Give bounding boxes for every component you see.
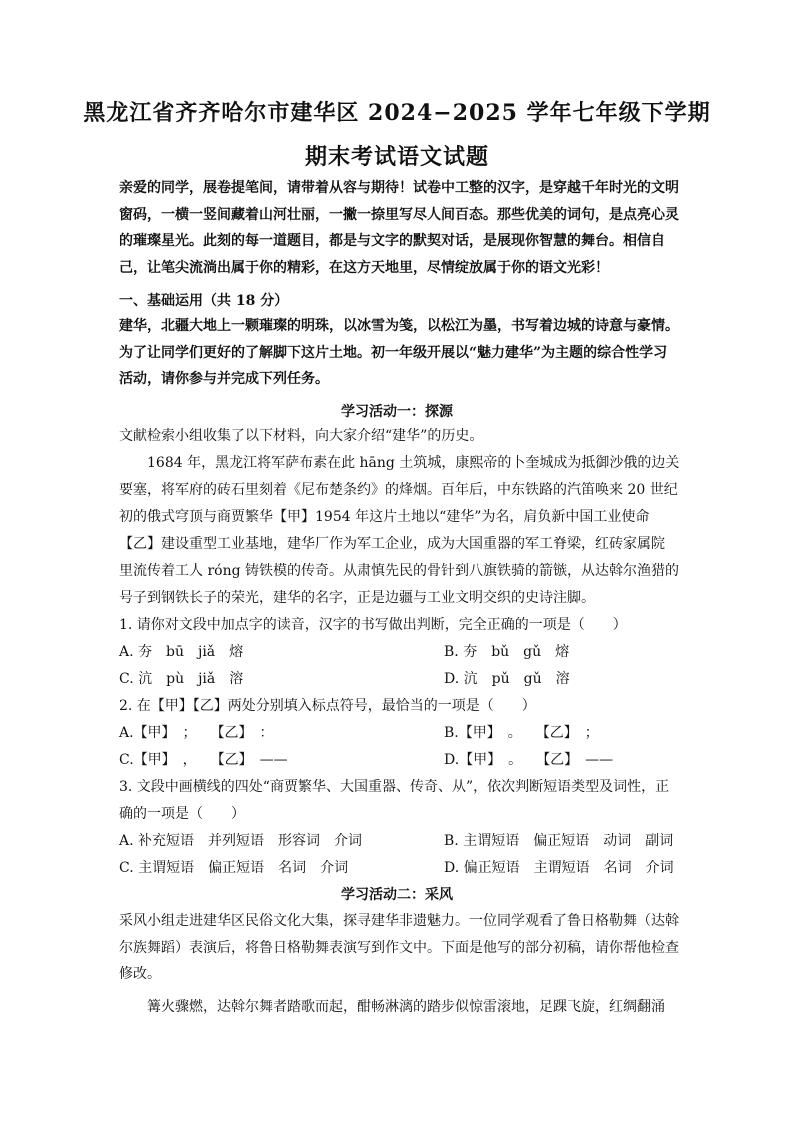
draft-first-line: 篝火骤燃，达斡尔舞者踏歌而起，酣畅淋漓的踏步似惊雷滚地，足踝飞旋，红绸翻涌 [147,999,665,1015]
intro-paragraph: 亲爱的同学，展卷提笔间，请带着从容与期待！试卷中工整的汉字，是穿越千年时光的文明窗码，一横一竖间藏着山河壮丽，一撇一捺里写尽人间百态。那些优美的词句，是点亮心灵的璀璨星光。此刻的每一道题目，都是与文字的默契对话，是展现你智慧的舞台。相信自己，让笔尖流淌出属于你的精彩，在这方天地里，尽情绽放属于你的语文光彩！ [119,180,679,276]
passage-line-3: 初的俄式穹顶与商贾繁华【甲】1954 年这片土地以“建华”为名，肩负新中国工业使命 [119,509,650,525]
passage-line-2: 要塞，将军府的砖石里刻着《尼布楚条约》的烽烟。百年后，中东铁路的汽笛唤来 20 世纪 [119,482,678,498]
q3-option-c[interactable]: C. 主谓短语 偏正短语 名词 介词 [119,860,349,876]
passage-line-6: 号子到钢铁长子的荣光，建华的名字，正是边疆与工业文明交织的史诗注脚。 [119,590,595,606]
q2-option-a[interactable]: A.【甲】 ； 【乙】 ： [119,725,274,741]
question-2-stem: 2. 在【甲】【乙】两处分别填入标点符号，最恰当的一项是（ ） [119,698,536,714]
exam-title-line2: 期末考试语文试题 [304,144,489,170]
q1-option-b[interactable]: B. 夯 bǔ gǔ 熔 [444,644,570,660]
q3-option-d[interactable]: D. 偏正短语 主谓短语 名词 介词 [444,860,674,876]
exam-title-line1: 黑龙江省齐齐哈尔市建华区 2024−2025 学年七年级下学期 [83,100,711,126]
q3-option-b[interactable]: B. 主谓短语 偏正短语 动词 副词 [444,833,674,849]
activity1-heading: 学习活动一：探源 [341,404,453,420]
passage-line-5: 里流传着工人 róng 铸铁模的传奇。从肃慎先民的骨针到八旗铁骑的箭镞，从达斡尔渔猎的 [119,563,679,579]
q2-option-d[interactable]: D.【甲】 。 【乙】 —— [444,752,614,768]
q1-option-c[interactable]: C. 沆 pù jiǎ 溶 [119,671,244,687]
passage-line-4: 【乙】建设重型工业基地，建华厂作为军工企业，成为大国重器的军工脊梁，红砖家属院 [119,536,665,552]
q3-option-a[interactable]: A. 补充短语 并列短语 形容词 介词 [119,833,363,849]
q1-option-a[interactable]: A. 夯 bū jiǎ 熔 [119,644,244,660]
q2-option-b[interactable]: B.【甲】 。 【乙】 ； [444,725,599,741]
question-3-stem-line1: 3. 文段中画横线的四处“商贾繁华、大国重器、传奇、从”，依次判断短语类型及词性，正 [119,779,670,795]
question-3-stem-line2: 确的一项是（ ） [119,806,245,822]
activity2-heading: 学习活动二：采风 [341,887,453,903]
section1-heading: 一、基础运用（共 18 分） [119,293,289,309]
q1-option-d[interactable]: D. 沆 pǔ gǔ 溶 [444,671,570,687]
activity2-intro: 采风小组走进建华区民俗文化大集，探寻建华非遗魅力。一位同学观看了鲁日格勒舞（达斡尔族舞蹈）表演后，将鲁日格勒舞表演写到作文中。下面是他写的部分初稿，请你帮他检查修改。 [119,913,679,982]
section1-intro: 建华，北疆大地上一颗璀璨的明珠，以冰雪为笺，以松江为墨，书写着边城的诗意与豪情。为了让同学们更好的了解脚下这片土地。初一年级开展以“魅力建华”为主题的综合性学习活动，请你参与并完成下列任务。 [119,318,679,387]
activity1-intro: 文献检索小组收集了以下材料，向大家介绍“建华”的历史。 [119,428,484,444]
q2-option-c[interactable]: C.【甲】 ， 【乙】 —— [119,752,288,768]
question-1-stem: 1. 请你对文段中加点字的读音，汉字的书写做出判断，完全正确的一项是（ ） [119,617,627,633]
passage-line-1: 1684 年，黑龙江将军萨布素在此 hāng 土筑城，康熙帝的卜奎城成为抵御沙俄的边关 [147,455,680,471]
